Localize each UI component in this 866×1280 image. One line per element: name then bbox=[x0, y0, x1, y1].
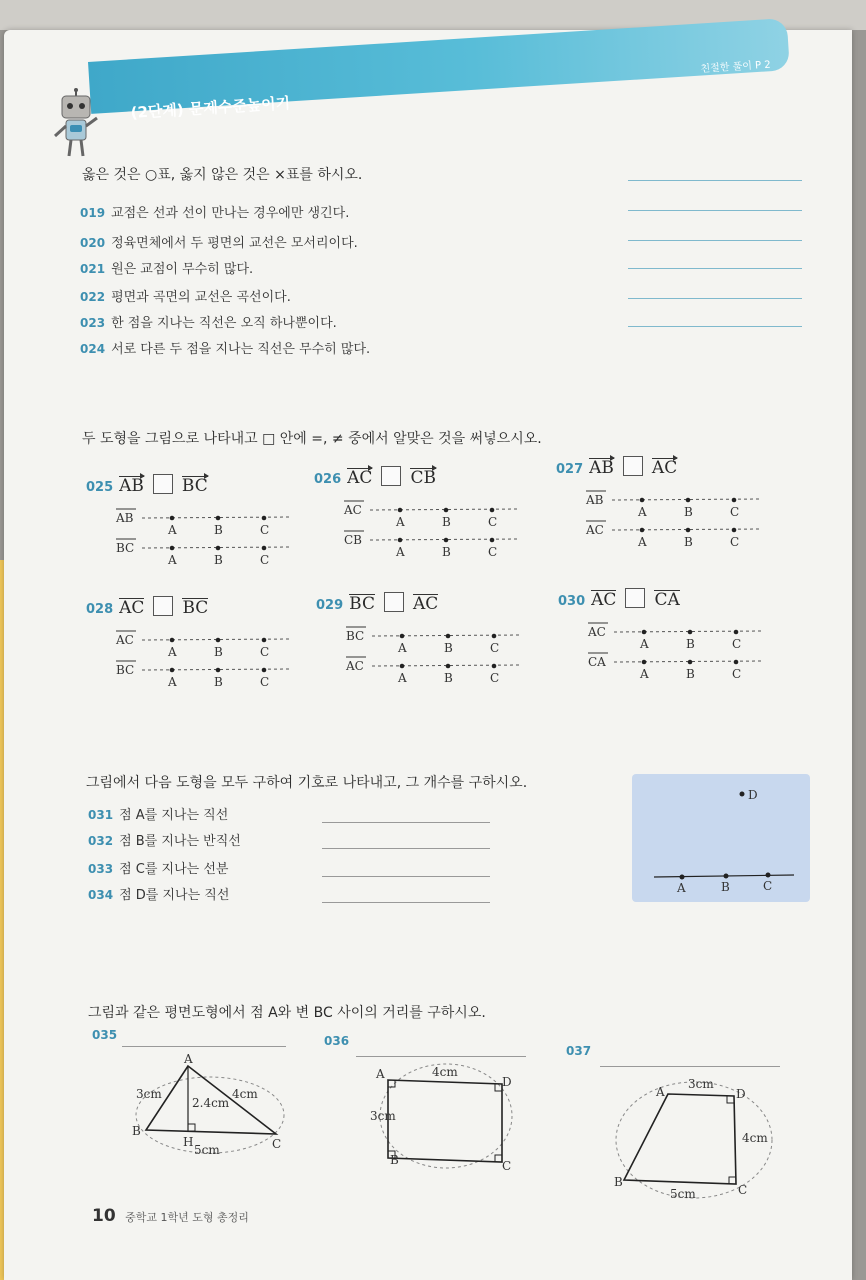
point-label: C bbox=[260, 553, 270, 567]
point-dot bbox=[492, 664, 497, 669]
item-text: 교점은 선과 선이 만나는 경우에만 생긴다. bbox=[111, 206, 350, 221]
row-label: AC bbox=[346, 659, 364, 673]
sec1-item bbox=[80, 232, 358, 251]
svg-text:C: C bbox=[272, 1137, 282, 1151]
answer-box[interactable] bbox=[153, 596, 173, 616]
svg-text:A: A bbox=[656, 1085, 665, 1099]
answer-line bbox=[628, 240, 802, 241]
point-dot bbox=[446, 664, 451, 669]
item-text: 점 C를 지나는 선분 bbox=[119, 862, 229, 877]
point-dot bbox=[170, 638, 175, 643]
item-number: 024 bbox=[80, 342, 106, 356]
term-a: AC bbox=[347, 468, 373, 488]
page-number: 10 bbox=[92, 1206, 116, 1226]
svg-text:3cm: 3cm bbox=[688, 1077, 714, 1091]
point-label: B bbox=[444, 641, 453, 655]
answer-blank[interactable] bbox=[322, 876, 490, 877]
item-text: 점 B를 지나는 반직선 bbox=[119, 834, 241, 849]
vector-problem-026 bbox=[314, 466, 436, 488]
dotted-lines-030 bbox=[586, 618, 766, 696]
row-label: AC bbox=[586, 523, 604, 537]
point-label: A bbox=[168, 523, 177, 537]
item-number: 032 bbox=[88, 834, 114, 848]
point-label: B bbox=[214, 523, 223, 537]
answer-line bbox=[628, 210, 802, 211]
dotted-lines-029 bbox=[344, 622, 524, 700]
point-label: C bbox=[260, 675, 270, 689]
item-text: 서로 다른 두 점을 지나는 직선은 무수히 많다. bbox=[111, 342, 371, 357]
point-label: C bbox=[732, 637, 742, 651]
term-b: BC bbox=[182, 598, 209, 618]
point-label: B bbox=[214, 645, 223, 659]
item-text: 평면과 곡면의 교선은 곡선이다. bbox=[111, 290, 291, 305]
svg-text:B: B bbox=[132, 1124, 141, 1138]
answer-blank bbox=[122, 1046, 286, 1047]
point-label: A bbox=[640, 667, 649, 681]
point-label: A bbox=[638, 535, 647, 549]
svg-text:5cm: 5cm bbox=[194, 1143, 220, 1157]
point-dot bbox=[216, 638, 221, 643]
svg-text:C: C bbox=[763, 879, 773, 893]
answer-box[interactable] bbox=[381, 466, 401, 486]
answer-line bbox=[628, 180, 802, 181]
point-label: B bbox=[442, 515, 451, 529]
point-dot bbox=[490, 538, 495, 543]
point-label: A bbox=[396, 545, 405, 559]
answer-box[interactable] bbox=[623, 456, 643, 476]
term-b: CA bbox=[654, 590, 680, 610]
term-a: AB bbox=[119, 476, 144, 496]
sec1-item bbox=[80, 338, 370, 357]
point-label: A bbox=[640, 637, 649, 651]
point-dot bbox=[398, 508, 403, 513]
sec3-item bbox=[88, 858, 228, 877]
point-label: C bbox=[490, 641, 500, 655]
item-text: 점 A를 지나는 직선 bbox=[119, 808, 229, 823]
row-label: BC bbox=[116, 663, 135, 677]
dotted-lines-026 bbox=[342, 496, 522, 574]
sec3-item bbox=[88, 884, 229, 903]
point-dot bbox=[490, 508, 495, 513]
answer-box[interactable] bbox=[625, 588, 645, 608]
item-number: 031 bbox=[88, 808, 114, 822]
answer-blank[interactable] bbox=[322, 902, 490, 903]
point-label: A bbox=[398, 671, 407, 685]
sec3-instruction: 그림에서 다음 도형을 모두 구하여 기호로 나타내고, 그 개수를 구하시오. bbox=[86, 775, 528, 791]
point-dot bbox=[216, 516, 221, 521]
svg-text:C: C bbox=[502, 1159, 512, 1173]
robot-mascot-icon bbox=[52, 88, 102, 160]
point-dot bbox=[688, 660, 693, 665]
point-label: A bbox=[168, 675, 177, 689]
vector-problem-027 bbox=[556, 456, 677, 478]
point-dot bbox=[398, 538, 403, 543]
svg-text:B: B bbox=[721, 880, 730, 894]
svg-text:A: A bbox=[677, 881, 686, 895]
problem-036-number: 036 bbox=[324, 1034, 350, 1048]
point-dot bbox=[734, 660, 739, 665]
sec1-item bbox=[80, 202, 349, 221]
item-number: 022 bbox=[80, 290, 106, 304]
item-text: 점 D를 지나는 직선 bbox=[119, 888, 230, 903]
point-label: A bbox=[638, 505, 647, 519]
problem-035-number: 035 bbox=[92, 1028, 118, 1042]
vector-problem-029 bbox=[316, 592, 438, 614]
item-number: 033 bbox=[88, 862, 114, 876]
vector-problem-028 bbox=[86, 596, 208, 618]
sec3-item bbox=[88, 830, 241, 849]
answer-blank bbox=[356, 1056, 526, 1057]
point-dot bbox=[444, 508, 449, 513]
banner-title: (2단계) 문제수준높이기 bbox=[130, 93, 291, 122]
term-a: AC bbox=[119, 598, 145, 618]
point-dot bbox=[686, 498, 691, 503]
dotted-lines-025 bbox=[114, 504, 294, 582]
item-number: 020 bbox=[80, 236, 106, 250]
point-label: B bbox=[442, 545, 451, 559]
row-label: AB bbox=[116, 511, 134, 525]
problem-037-number: 037 bbox=[566, 1044, 592, 1058]
sec1-item bbox=[80, 312, 337, 331]
dotted-lines-027 bbox=[584, 486, 764, 564]
point-label: B bbox=[684, 505, 693, 519]
point-dot bbox=[216, 546, 221, 551]
point-label: B bbox=[214, 553, 223, 567]
point-label: C bbox=[488, 545, 498, 559]
point-label: A bbox=[396, 515, 405, 529]
row-label: AB bbox=[586, 493, 604, 507]
sec1-item bbox=[80, 286, 291, 305]
item-number: 021 bbox=[80, 262, 106, 276]
point-dot bbox=[642, 630, 647, 635]
point-dot bbox=[444, 538, 449, 543]
answer-line bbox=[628, 298, 802, 299]
answer-box[interactable] bbox=[384, 592, 404, 612]
problem-number: 026 bbox=[314, 472, 342, 487]
term-a: AB bbox=[589, 458, 614, 478]
svg-text:3cm: 3cm bbox=[136, 1087, 162, 1101]
row-label: BC bbox=[116, 541, 135, 555]
point-dot bbox=[732, 498, 737, 503]
term-b: AC bbox=[412, 594, 439, 614]
row-label: CA bbox=[588, 655, 606, 669]
vector-problem-030 bbox=[558, 588, 680, 610]
sec3-item bbox=[88, 804, 228, 823]
row-label: BC bbox=[346, 629, 365, 643]
point-label: B bbox=[686, 637, 695, 651]
answer-blank[interactable] bbox=[322, 822, 490, 823]
sec2-instruction: 두 도형을 그림으로 나타내고 □ 안에 =, ≠ 중에서 알맞은 것을 써넣으시오. bbox=[82, 431, 542, 447]
term-a: AC bbox=[591, 590, 617, 610]
page-footer bbox=[92, 1206, 249, 1226]
svg-text:D: D bbox=[736, 1087, 746, 1101]
item-number: 023 bbox=[80, 316, 106, 330]
point-label: B bbox=[684, 535, 693, 549]
svg-text:4cm: 4cm bbox=[742, 1131, 768, 1145]
svg-text:B: B bbox=[390, 1153, 399, 1167]
triangle-figure-035 bbox=[120, 1050, 300, 1160]
point-label: B bbox=[686, 667, 695, 681]
trapezoid-figure-037 bbox=[610, 1074, 780, 1204]
point-dot bbox=[688, 630, 693, 635]
point-dot bbox=[262, 546, 267, 551]
row-label: AC bbox=[344, 503, 362, 517]
rectangle-figure-036 bbox=[370, 1062, 520, 1178]
point-dot bbox=[640, 498, 645, 503]
vector-problem-025 bbox=[86, 474, 208, 496]
item-text: 원은 교점이 무수히 많다. bbox=[111, 262, 254, 277]
term-a: BC bbox=[349, 594, 375, 614]
point-dot bbox=[400, 634, 405, 639]
point-dot bbox=[732, 528, 737, 533]
problem-number: 027 bbox=[556, 462, 584, 477]
svg-text:D: D bbox=[502, 1075, 512, 1089]
svg-text:4cm: 4cm bbox=[232, 1087, 258, 1101]
item-number: 034 bbox=[88, 888, 114, 902]
point-label: C bbox=[488, 515, 498, 529]
svg-text:D: D bbox=[748, 788, 758, 802]
point-label: C bbox=[260, 523, 270, 537]
banner-ref: 친절한 풀이 P 2 bbox=[700, 59, 772, 75]
sec4-instruction: 그림과 같은 평면도형에서 점 A와 변 BC 사이의 거리를 구하시오. bbox=[88, 1005, 486, 1021]
sec1-item bbox=[80, 258, 253, 277]
svg-text:4cm: 4cm bbox=[432, 1065, 458, 1079]
point-dot bbox=[170, 668, 175, 673]
row-label: AC bbox=[588, 625, 606, 639]
point-dot bbox=[640, 528, 645, 533]
point-dot bbox=[642, 660, 647, 665]
point-dot bbox=[170, 546, 175, 551]
item-number: 019 bbox=[80, 206, 106, 220]
point-dot bbox=[446, 634, 451, 639]
problem-number: 025 bbox=[86, 480, 114, 495]
problem-number: 030 bbox=[558, 594, 586, 609]
svg-text:H: H bbox=[183, 1135, 194, 1149]
point-label: C bbox=[730, 535, 740, 549]
point-label: C bbox=[730, 505, 740, 519]
point-label: A bbox=[168, 645, 177, 659]
answer-line bbox=[628, 326, 802, 327]
point-dot bbox=[262, 638, 267, 643]
svg-text:A: A bbox=[184, 1052, 193, 1066]
point-dot bbox=[216, 668, 221, 673]
term-b: AC bbox=[651, 458, 678, 478]
point-label: C bbox=[732, 667, 742, 681]
book-title: 중학교 1학년 도형 총정리 bbox=[125, 1211, 249, 1224]
point-dot bbox=[400, 664, 405, 669]
point-label: C bbox=[260, 645, 270, 659]
row-label: AC bbox=[116, 633, 134, 647]
svg-text:A: A bbox=[376, 1067, 385, 1081]
svg-text:B: B bbox=[614, 1175, 623, 1189]
point-label: B bbox=[444, 671, 453, 685]
sec1-instruction: 옳은 것은 ○표, 옳지 않은 것은 ×표를 하시오. bbox=[82, 167, 363, 183]
svg-text:5cm: 5cm bbox=[670, 1187, 696, 1201]
point-dot bbox=[734, 630, 739, 635]
answer-line bbox=[628, 268, 802, 269]
svg-text:3cm: 3cm bbox=[370, 1109, 396, 1123]
point-dot bbox=[686, 528, 691, 533]
answer-box[interactable] bbox=[153, 474, 173, 494]
dotted-lines-028 bbox=[114, 626, 294, 704]
point-label: C bbox=[490, 671, 500, 685]
point-dot bbox=[262, 516, 267, 521]
point-dot bbox=[262, 668, 267, 673]
item-text: 정육면체에서 두 평면의 교선은 모서리이다. bbox=[111, 236, 358, 251]
point-dot bbox=[170, 516, 175, 521]
point-dot bbox=[492, 634, 497, 639]
item-text: 한 점을 지나는 직선은 오직 하나뿐이다. bbox=[111, 316, 337, 331]
problem-number: 029 bbox=[316, 598, 344, 613]
term-b: BC bbox=[181, 476, 208, 496]
point-label: A bbox=[168, 553, 177, 567]
answer-blank[interactable] bbox=[322, 848, 490, 849]
point-label: A bbox=[398, 641, 407, 655]
svg-text:C: C bbox=[738, 1183, 748, 1197]
point-figure bbox=[632, 774, 810, 902]
answer-blank bbox=[600, 1066, 780, 1067]
row-label: CB bbox=[344, 533, 362, 547]
point-label: B bbox=[214, 675, 223, 689]
term-b: CB bbox=[410, 468, 436, 488]
problem-number: 028 bbox=[86, 602, 114, 617]
svg-text:2.4cm: 2.4cm bbox=[192, 1096, 230, 1110]
